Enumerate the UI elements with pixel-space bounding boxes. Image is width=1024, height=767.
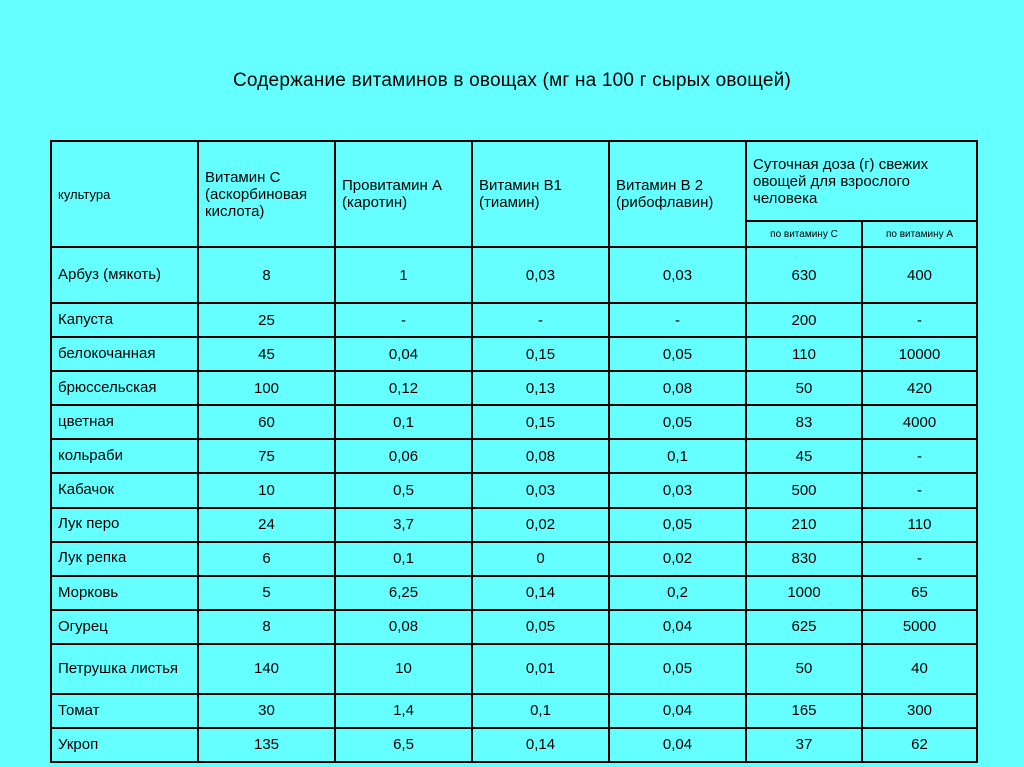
cell-c: 5 [198,576,335,610]
cell-a: 3,7 [335,508,472,542]
cell-b2: 0,05 [609,405,746,439]
cell-a: 0,04 [335,337,472,371]
cell-b2: 0,2 [609,576,746,610]
cell-culture: Лук перо [51,508,198,542]
cell-a: 1,4 [335,694,472,728]
cell-culture: кольраби [51,439,198,473]
cell-b1: 0,08 [472,439,609,473]
cell-culture: Капуста [51,303,198,337]
cell-dose-a: - [862,473,977,507]
cell-b1: 0,01 [472,644,609,694]
cell-b1: 0,1 [472,694,609,728]
table-row [51,576,977,610]
header-by-vitamin-c: по витамину С [746,221,862,247]
table-row [51,508,977,542]
cell-dose-a: 420 [862,371,977,405]
cell-b2: 0,02 [609,542,746,576]
cell-dose-c: 50 [746,644,862,694]
table-row [51,247,977,303]
cell-dose-a: 400 [862,247,977,303]
table-row [51,610,977,644]
cell-dose-c: 500 [746,473,862,507]
cell-dose-a: - [862,303,977,337]
cell-dose-c: 110 [746,337,862,371]
cell-dose-c: 625 [746,610,862,644]
cell-a: 6,25 [335,576,472,610]
cell-dose-c: 83 [746,405,862,439]
header-culture: культура [51,141,198,247]
header-by-vitamin-a: по витамину А [862,221,977,247]
cell-b1: 0,14 [472,576,609,610]
page-title: Содержание витаминов в овощах (мг на 100 г сырых овощей) [233,70,791,91]
cell-dose-a: 110 [862,508,977,542]
table-row [51,337,977,371]
table-row [51,473,977,507]
cell-a: 0,1 [335,542,472,576]
table-row [51,439,977,473]
cell-a: 0,5 [335,473,472,507]
cell-dose-a: - [862,439,977,473]
cell-b1: 0,15 [472,337,609,371]
cell-b2: 0,04 [609,694,746,728]
cell-c: 10 [198,473,335,507]
table-row [51,542,977,576]
cell-b2: 0,05 [609,644,746,694]
cell-culture: брюссельская [51,371,198,405]
header-vitamin-c: Витамин С (аскорбиновая кислота) [198,141,335,247]
cell-b1: 0,14 [472,728,609,762]
table-row [51,405,977,439]
cell-c: 45 [198,337,335,371]
cell-culture: Петрушка листья [51,644,198,694]
cell-c: 8 [198,610,335,644]
cell-dose-a: 300 [862,694,977,728]
cell-dose-c: 50 [746,371,862,405]
cell-dose-c: 45 [746,439,862,473]
cell-culture: цветная [51,405,198,439]
cell-c: 25 [198,303,335,337]
cell-c: 135 [198,728,335,762]
cell-a: 1 [335,247,472,303]
cell-dose-a: 62 [862,728,977,762]
cell-c: 100 [198,371,335,405]
cell-b1: 0,03 [472,247,609,303]
table-row [51,728,977,762]
cell-c: 140 [198,644,335,694]
cell-culture: Томат [51,694,198,728]
vitamin-table [50,140,978,763]
cell-b2: 0,05 [609,337,746,371]
header-vitamin-b2: Витамин В 2 (рибофлавин) [609,141,746,247]
table-row [51,644,977,694]
cell-b2: 0,05 [609,508,746,542]
cell-culture: белокочанная [51,337,198,371]
cell-c: 8 [198,247,335,303]
cell-culture: Укроп [51,728,198,762]
cell-culture: Огурец [51,610,198,644]
cell-c: 60 [198,405,335,439]
cell-b1: 0,13 [472,371,609,405]
cell-b2: 0,04 [609,728,746,762]
cell-c: 6 [198,542,335,576]
cell-dose-a: 65 [862,576,977,610]
cell-b1: 0 [472,542,609,576]
cell-b2: - [609,303,746,337]
cell-a: 0,06 [335,439,472,473]
cell-a: 0,1 [335,405,472,439]
cell-a: - [335,303,472,337]
header-daily-dose: Суточная доза (г) свежих овощей для взрослого человека [746,141,977,221]
cell-dose-a: 4000 [862,405,977,439]
cell-b2: 0,04 [609,610,746,644]
cell-dose-c: 165 [746,694,862,728]
cell-c: 75 [198,439,335,473]
cell-b2: 0,1 [609,439,746,473]
cell-b1: 0,03 [472,473,609,507]
cell-c: 30 [198,694,335,728]
table-row [51,694,977,728]
cell-b1: 0,15 [472,405,609,439]
cell-culture: Кабачок [51,473,198,507]
cell-b2: 0,03 [609,473,746,507]
cell-a: 6,5 [335,728,472,762]
cell-dose-c: 830 [746,542,862,576]
cell-b1: - [472,303,609,337]
cell-dose-c: 210 [746,508,862,542]
cell-dose-a: - [862,542,977,576]
cell-c: 24 [198,508,335,542]
cell-a: 0,12 [335,371,472,405]
cell-dose-c: 630 [746,247,862,303]
cell-a: 0,08 [335,610,472,644]
header-vitamin-b1: Витамин В1 (тиамин) [472,141,609,247]
cell-b1: 0,05 [472,610,609,644]
cell-dose-a: 40 [862,644,977,694]
table-row [51,371,977,405]
cell-culture: Арбуз (мякоть) [51,247,198,303]
cell-dose-c: 37 [746,728,862,762]
cell-a: 10 [335,644,472,694]
header-provitamin-a: Провитамин А (каротин) [335,141,472,247]
cell-culture: Лук репка [51,542,198,576]
cell-dose-c: 1000 [746,576,862,610]
cell-dose-c: 200 [746,303,862,337]
cell-b2: 0,08 [609,371,746,405]
table-header-row [51,141,977,221]
cell-dose-a: 5000 [862,610,977,644]
cell-b1: 0,02 [472,508,609,542]
cell-dose-a: 10000 [862,337,977,371]
cell-b2: 0,03 [609,247,746,303]
cell-culture: Морковь [51,576,198,610]
table-row [51,303,977,337]
